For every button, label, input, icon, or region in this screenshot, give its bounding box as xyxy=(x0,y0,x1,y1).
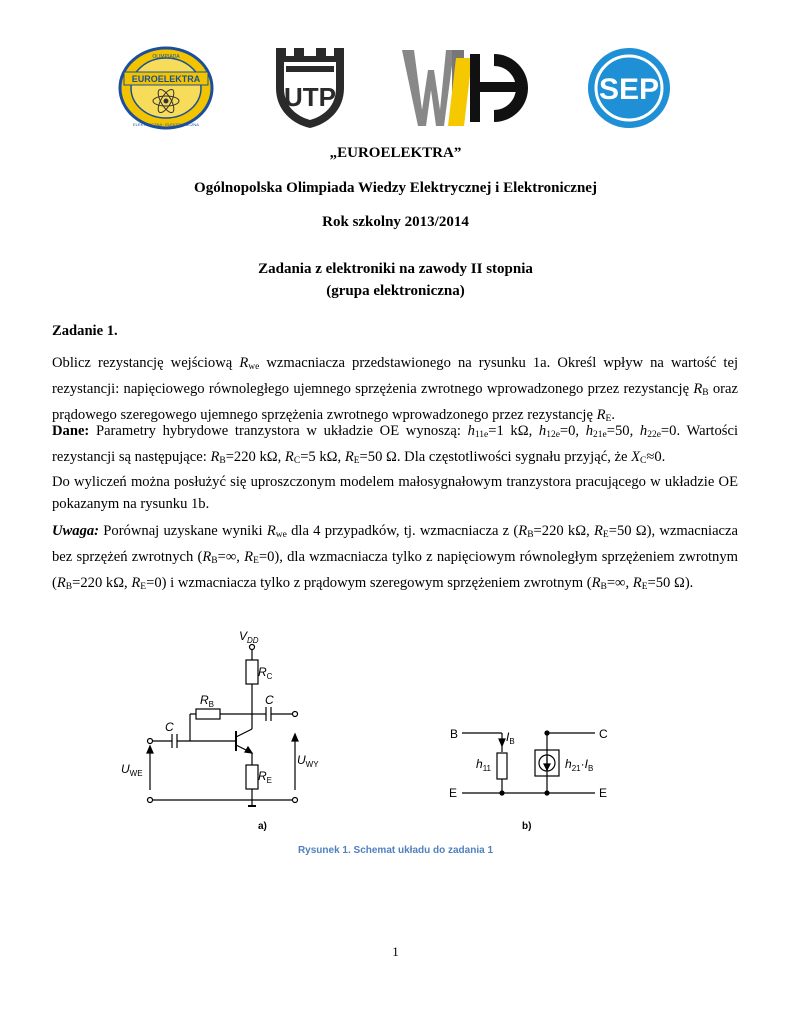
vdd-terminal xyxy=(250,645,255,650)
page-number: 1 xyxy=(392,944,399,959)
output-terminal-bottom xyxy=(293,798,298,803)
document-subtitle: Ogólnopolska Olimpiada Wiedzy Elektrycznej i Elektronicznej xyxy=(194,180,597,196)
task-paragraph-model xyxy=(52,471,738,515)
figure-b-label: b) xyxy=(522,821,532,832)
euroelektra-logo xyxy=(118,46,214,130)
sep-logo-text: SEP xyxy=(598,73,660,106)
sep-logo xyxy=(586,46,672,130)
c2-label: C xyxy=(265,693,274,707)
uwe-label: $U_{WE}$ xyxy=(121,762,143,778)
input-terminal-top xyxy=(148,739,153,744)
uwaga-line-3: ($R_B=220$ kΩ, $R_E=0$) i wzmacniacza tylko z prądowym szeregowym sprzężeniem zwrotnym ($R_B=\infty$, $R_E=50$ Ω). xyxy=(52,575,694,592)
emitter-arrow-icon xyxy=(245,747,252,753)
c1-label: C xyxy=(165,720,174,734)
task-given-data xyxy=(52,420,738,472)
node-b-label: B xyxy=(450,727,459,741)
p1-line-3: prądowego szeregowego ujemnego sprzężenia zwrotnego wprowadzonego przez rezystancję $R_E$. xyxy=(52,407,615,424)
node-e-right-label: E xyxy=(599,786,608,800)
rc-resistor xyxy=(246,660,258,684)
ib-arrow-icon xyxy=(499,739,505,746)
p3-line-2: pokazanym na rysunku 1b. xyxy=(52,496,210,512)
uwy-arrow-icon xyxy=(292,734,298,741)
p3-line-1: Do wyliczeń można posłużyć się uproszczonym modelem małosygnałowym tranzystora pracującego w układzie OE xyxy=(52,474,738,490)
uwaga-line-2: bez sprzężeń zwrotnych ($R_B=\infty$, $R_E=0$), dla wzmacniacza tylko z napięciowym równoległym sprzężeniem zwrotnym xyxy=(52,549,738,566)
wtie-logo xyxy=(402,50,534,126)
task-set-title: Zadania z elektroniki na zawody II stopnia xyxy=(258,261,533,277)
h11-resistor xyxy=(497,753,507,779)
p1-line-2: rezystancji: napięciowego równoległego ujemnego sprzężenia zwrotnego wprowadzonego przez rezystancję $R_B$ oraz xyxy=(52,381,738,398)
utp-logo xyxy=(272,44,348,130)
task-note xyxy=(52,520,738,598)
circuit-figure xyxy=(0,620,791,840)
logo-row xyxy=(0,44,791,134)
task-paragraph-1 xyxy=(52,352,738,430)
node-e-left-label: E xyxy=(449,786,458,800)
figure-caption: Rysunek 1. Schemat układu do zadania 1 xyxy=(297,845,494,856)
euroelektra-ring-bottom: ELEKTRYCZNA · ELEKTRONICZNA xyxy=(133,122,199,127)
uwaga-line-1: Uwaga: Porównaj uzyskane wyniki $R_{we}$ dla 4 przypadków, tj. wzmacniacza z ($R_B=220$ kΩ, $R_E=50$ Ω), wzmacniacza xyxy=(52,523,738,540)
rb-resistor xyxy=(196,709,220,719)
ib-label: $I_B$ xyxy=(506,730,515,746)
dane-line-2: rezystancji są następujące: $R_B=220$ kΩ, $R_C=5$ kΩ, $R_E=50$ Ω. Dla częstotliwości sygnału przyjąć, że $X_C\approx 0$. xyxy=(52,449,666,466)
document-title: „EUROELEKTRA” xyxy=(329,145,462,161)
task-heading: Zadanie 1. xyxy=(52,323,118,339)
utp-logo-text: UTP xyxy=(284,82,336,112)
euroelektra-logo-text: EUROELEKTRA xyxy=(131,74,201,84)
uwe-arrow-icon xyxy=(147,746,153,753)
h21-label: $h_{21}\cdot I_B$ xyxy=(565,757,594,773)
rc-label: $R_C$ xyxy=(258,665,273,681)
euroelektra-ring-top: OLIMPIADA xyxy=(152,54,180,60)
figure-a-label: a) xyxy=(258,821,267,832)
p1-line-1: Oblicz rezystancję wejściową $R_{we}$ wzmacniacza przedstawionego na rysunku 1a. Określ wpływ na wartość tej xyxy=(52,355,738,372)
dane-line-1: Dane: Parametry hybrydowe tranzystora w układzie OE wynoszą: $h_{11e}=1$ kΩ, $h_{12e}=0$, $h_{21e}=50$, $h_{22e}=0$. Wartości xyxy=(52,423,738,440)
model-labels xyxy=(449,727,608,832)
task-set-group: (grupa elektroniczna) xyxy=(326,283,465,299)
output-terminal-top xyxy=(293,712,298,717)
rb-label: $R_B$ xyxy=(200,693,215,709)
vdd-label: $V_{DD}$ xyxy=(239,629,259,645)
h11-label: $h_{11}$ xyxy=(476,757,491,773)
node-c-label: C xyxy=(599,727,608,741)
input-terminal-bottom xyxy=(148,798,153,803)
re-label: $R_E$ xyxy=(258,769,273,785)
re-resistor xyxy=(246,765,258,789)
school-year: Rok szkolny 2013/2014 xyxy=(322,214,469,230)
uwy-label: $U_{WY}$ xyxy=(297,753,319,769)
